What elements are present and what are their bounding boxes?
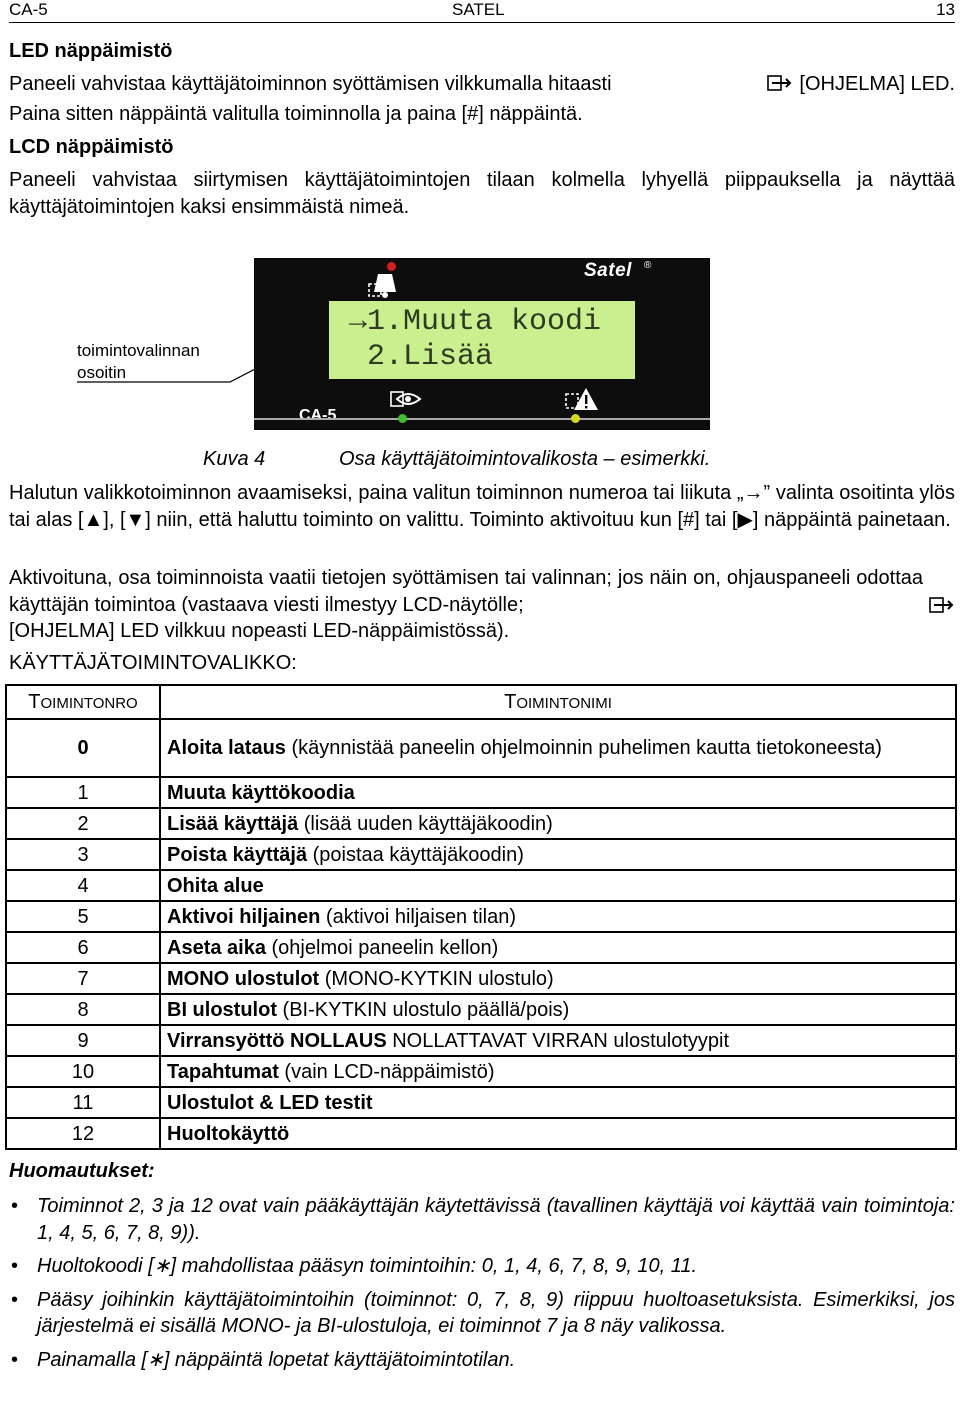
led-text-after: [OHJELMA] LED.: [799, 73, 955, 95]
function-description: (BI-KYTKIN ulostulo päällä/pois): [276, 998, 570, 1021]
function-name: [160, 1025, 956, 1056]
function-description: (käynnistää paneelin ohjelmoinnin puhelimen kautta tietokoneesta): [285, 737, 882, 759]
table-row: [6, 839, 956, 870]
function-name-bold: Huoltokäyttö: [167, 1122, 290, 1145]
function-name: [160, 994, 956, 1025]
trouble-led: [571, 414, 580, 423]
function-name: [160, 839, 956, 870]
function-number: 3: [6, 839, 160, 870]
activation-text-before: Aktivoituna, osa toiminnoista vaatii tietojen syöttämisen tai valinnan; jos näin on, ohjauspaneeli odottaa käyttäjän toimintoa (vastaava viesti ilmestyy LCD-näytölle;: [9, 567, 923, 616]
function-name-bold: Lisää käyttäjä: [167, 812, 299, 835]
function-name: [160, 808, 956, 839]
function-name: [160, 777, 956, 808]
function-name: [160, 1118, 956, 1149]
function-name-bold: Ulostulot & LED testit: [167, 1091, 373, 1114]
notes-list: [9, 1193, 955, 1380]
function-description: (vain LCD-näppäimistö): [278, 1060, 495, 1083]
table-header-row: [6, 685, 956, 719]
function-name-bold: Aseta aika: [167, 936, 266, 959]
table-row: [6, 963, 956, 994]
led-text-before: Paneeli vahvistaa käyttäjätoiminnon syöttämisen vilkkumalla hitaasti: [9, 73, 612, 95]
table-row: [6, 719, 956, 777]
function-name: [160, 963, 956, 994]
notes-title: Huomautukset:: [9, 1160, 155, 1182]
pointer-label-line2: osoitin: [77, 363, 127, 382]
function-name-bold: Tapahtumat: [167, 1060, 279, 1083]
note-item: • Huoltokoodi [∗] mahdollistaa pääsyn toimintoihin: 0, 1, 4, 6, 7, 8, 9, 10, 11.: [9, 1253, 955, 1280]
table-row: [6, 808, 956, 839]
trouble-warning-icon: [564, 386, 600, 417]
figure-caption-number: Kuva 4: [203, 448, 266, 470]
function-description: (ohjelmoi paneelin kellon): [265, 936, 499, 959]
note-item: • Pääsy joihinkin käyttäjätoimintoihin (toiminnot: 0, 7, 8, 9) riippuu huoltoasetuksista. Esimerkiksi, jos järjestelmä ei sisällä MONO- ja BI-ulostuloja, ei toiminnot 7 ja 8 näy valikossa.: [9, 1287, 955, 1340]
lcd-screen: [329, 301, 635, 379]
function-name: [160, 901, 956, 932]
function-name: [160, 1056, 956, 1087]
header-model: CA-5: [9, 0, 48, 19]
function-name-bold: MONO ulostulot: [167, 967, 320, 990]
table-row: [6, 1025, 956, 1056]
table-row: [6, 1056, 956, 1087]
led-section-title: LED näppäimistö: [9, 40, 173, 62]
function-name: [160, 932, 956, 963]
function-number: 4: [6, 870, 160, 901]
function-description: NOLLATTAVAT VIRRAN ulostulotyypit: [386, 1029, 729, 1052]
function-description: (MONO-KYTKIN ulostulo): [319, 967, 554, 990]
table-row: [6, 932, 956, 963]
paragraph-menu-navigation: Halutun valikkotoiminnon avaamiseksi, paina valitun toiminnon numeroa tai liikuta „→” valinta osoitinta ylös tai alas [▲], [▼] niin, että haluttu toiminto on valittu. Toiminto aktivoituu kun [#] tai [▶] näppäintä painetaan.: [9, 482, 955, 531]
registered-mark-icon: ®: [644, 260, 652, 271]
header-brand: SATEL: [452, 0, 505, 19]
function-number: 7: [6, 963, 160, 994]
table-row: [6, 994, 956, 1025]
lcd-section-text: Paneeli vahvistaa siirtymisen käyttäjätoimintojen tilaan kolmella lyhyellä piippauksella ja näyttää käyttäjätoimintojen kaksi ensimmäistä nimeä.: [9, 169, 955, 218]
function-name-bold: Ohita alue: [167, 874, 264, 897]
function-number: 1: [6, 777, 160, 808]
function-description: (aktivoi hiljaisen tilan): [320, 905, 516, 928]
brand-logo: Satel: [584, 260, 632, 281]
page-number: 13: [936, 0, 955, 19]
note-item: • Toiminnot 2, 3 ja 12 ovat vain pääkäyttäjän käytettävissä (tavallinen käyttäjä voi käyttää vain toimintoja: 1, 4, 5, 6, 7, 8, 9)).: [9, 1193, 955, 1246]
function-name-bold: Virransyöttö NOLLAUS: [167, 1029, 387, 1052]
function-number: 11: [6, 1087, 160, 1118]
table-row: [6, 1118, 956, 1149]
lcd-line-1: →1.Muuta koodi: [349, 305, 602, 339]
function-number: 6: [6, 932, 160, 963]
col-header-number: TOIMINTONRO: [6, 685, 160, 719]
armed-led: [398, 414, 407, 423]
alarm-icon: [366, 270, 402, 305]
function-name: [160, 1087, 956, 1118]
panel-divider: [254, 418, 710, 420]
function-name-bold: Aloita lataus: [167, 737, 286, 759]
armed-eye-icon: [389, 388, 423, 415]
function-number: 12: [6, 1118, 160, 1149]
note-item: • Painamalla [∗] näppäintä lopetat käyttäjätoimintotilan.: [9, 1347, 955, 1374]
function-number: 5: [6, 901, 160, 932]
function-name-bold: Aktivoi hiljainen: [167, 905, 321, 928]
function-name: [160, 870, 956, 901]
activation-text-after: [OHJELMA] LED vilkkuu nopeasti LED-näppäimistössä).: [9, 620, 510, 642]
function-number: 8: [6, 994, 160, 1025]
function-name: [160, 719, 956, 777]
col-header-name: TOIMINTONIMI: [160, 685, 956, 719]
panel-model-label: CA-5: [299, 407, 337, 424]
pointer-label-line1: toimintovalinnan: [77, 341, 200, 360]
table-row: [6, 777, 956, 808]
lcd-line-2: 2.Lisää: [349, 340, 494, 374]
program-icon-2: [929, 595, 955, 623]
function-description: (poistaa käyttäjäkoodin): [307, 843, 524, 866]
function-name-bold: BI ulostulot: [167, 998, 277, 1021]
figure-caption-text: Osa käyttäjätoimintovalikosta – esimerkki.: [339, 448, 711, 470]
activation-text: [9, 565, 923, 618]
table-row: [6, 870, 956, 901]
user-functions-table: [5, 684, 957, 1150]
led-text-line2: Paina sitten näppäintä valitulla toiminnolla ja paina [#] näppäintä.: [9, 102, 583, 125]
table-row: [6, 1087, 956, 1118]
function-number: 2: [6, 808, 160, 839]
menu-title: KÄYTTÄJÄTOIMINTOVALIKKO:: [9, 652, 297, 674]
function-number: 10: [6, 1056, 160, 1087]
function-number: 0: [6, 719, 160, 777]
keypad-panel: [254, 258, 710, 430]
paragraph-activation: [9, 565, 955, 645]
function-number: 9: [6, 1025, 160, 1056]
function-name-bold: Poista käyttäjä: [167, 843, 308, 866]
function-description: (lisää uuden käyttäjäkoodin): [298, 812, 553, 835]
function-name-bold: Muuta käyttökoodia: [167, 781, 355, 804]
table-row: [6, 901, 956, 932]
lcd-section-title: LCD näppäimistö: [9, 136, 174, 158]
